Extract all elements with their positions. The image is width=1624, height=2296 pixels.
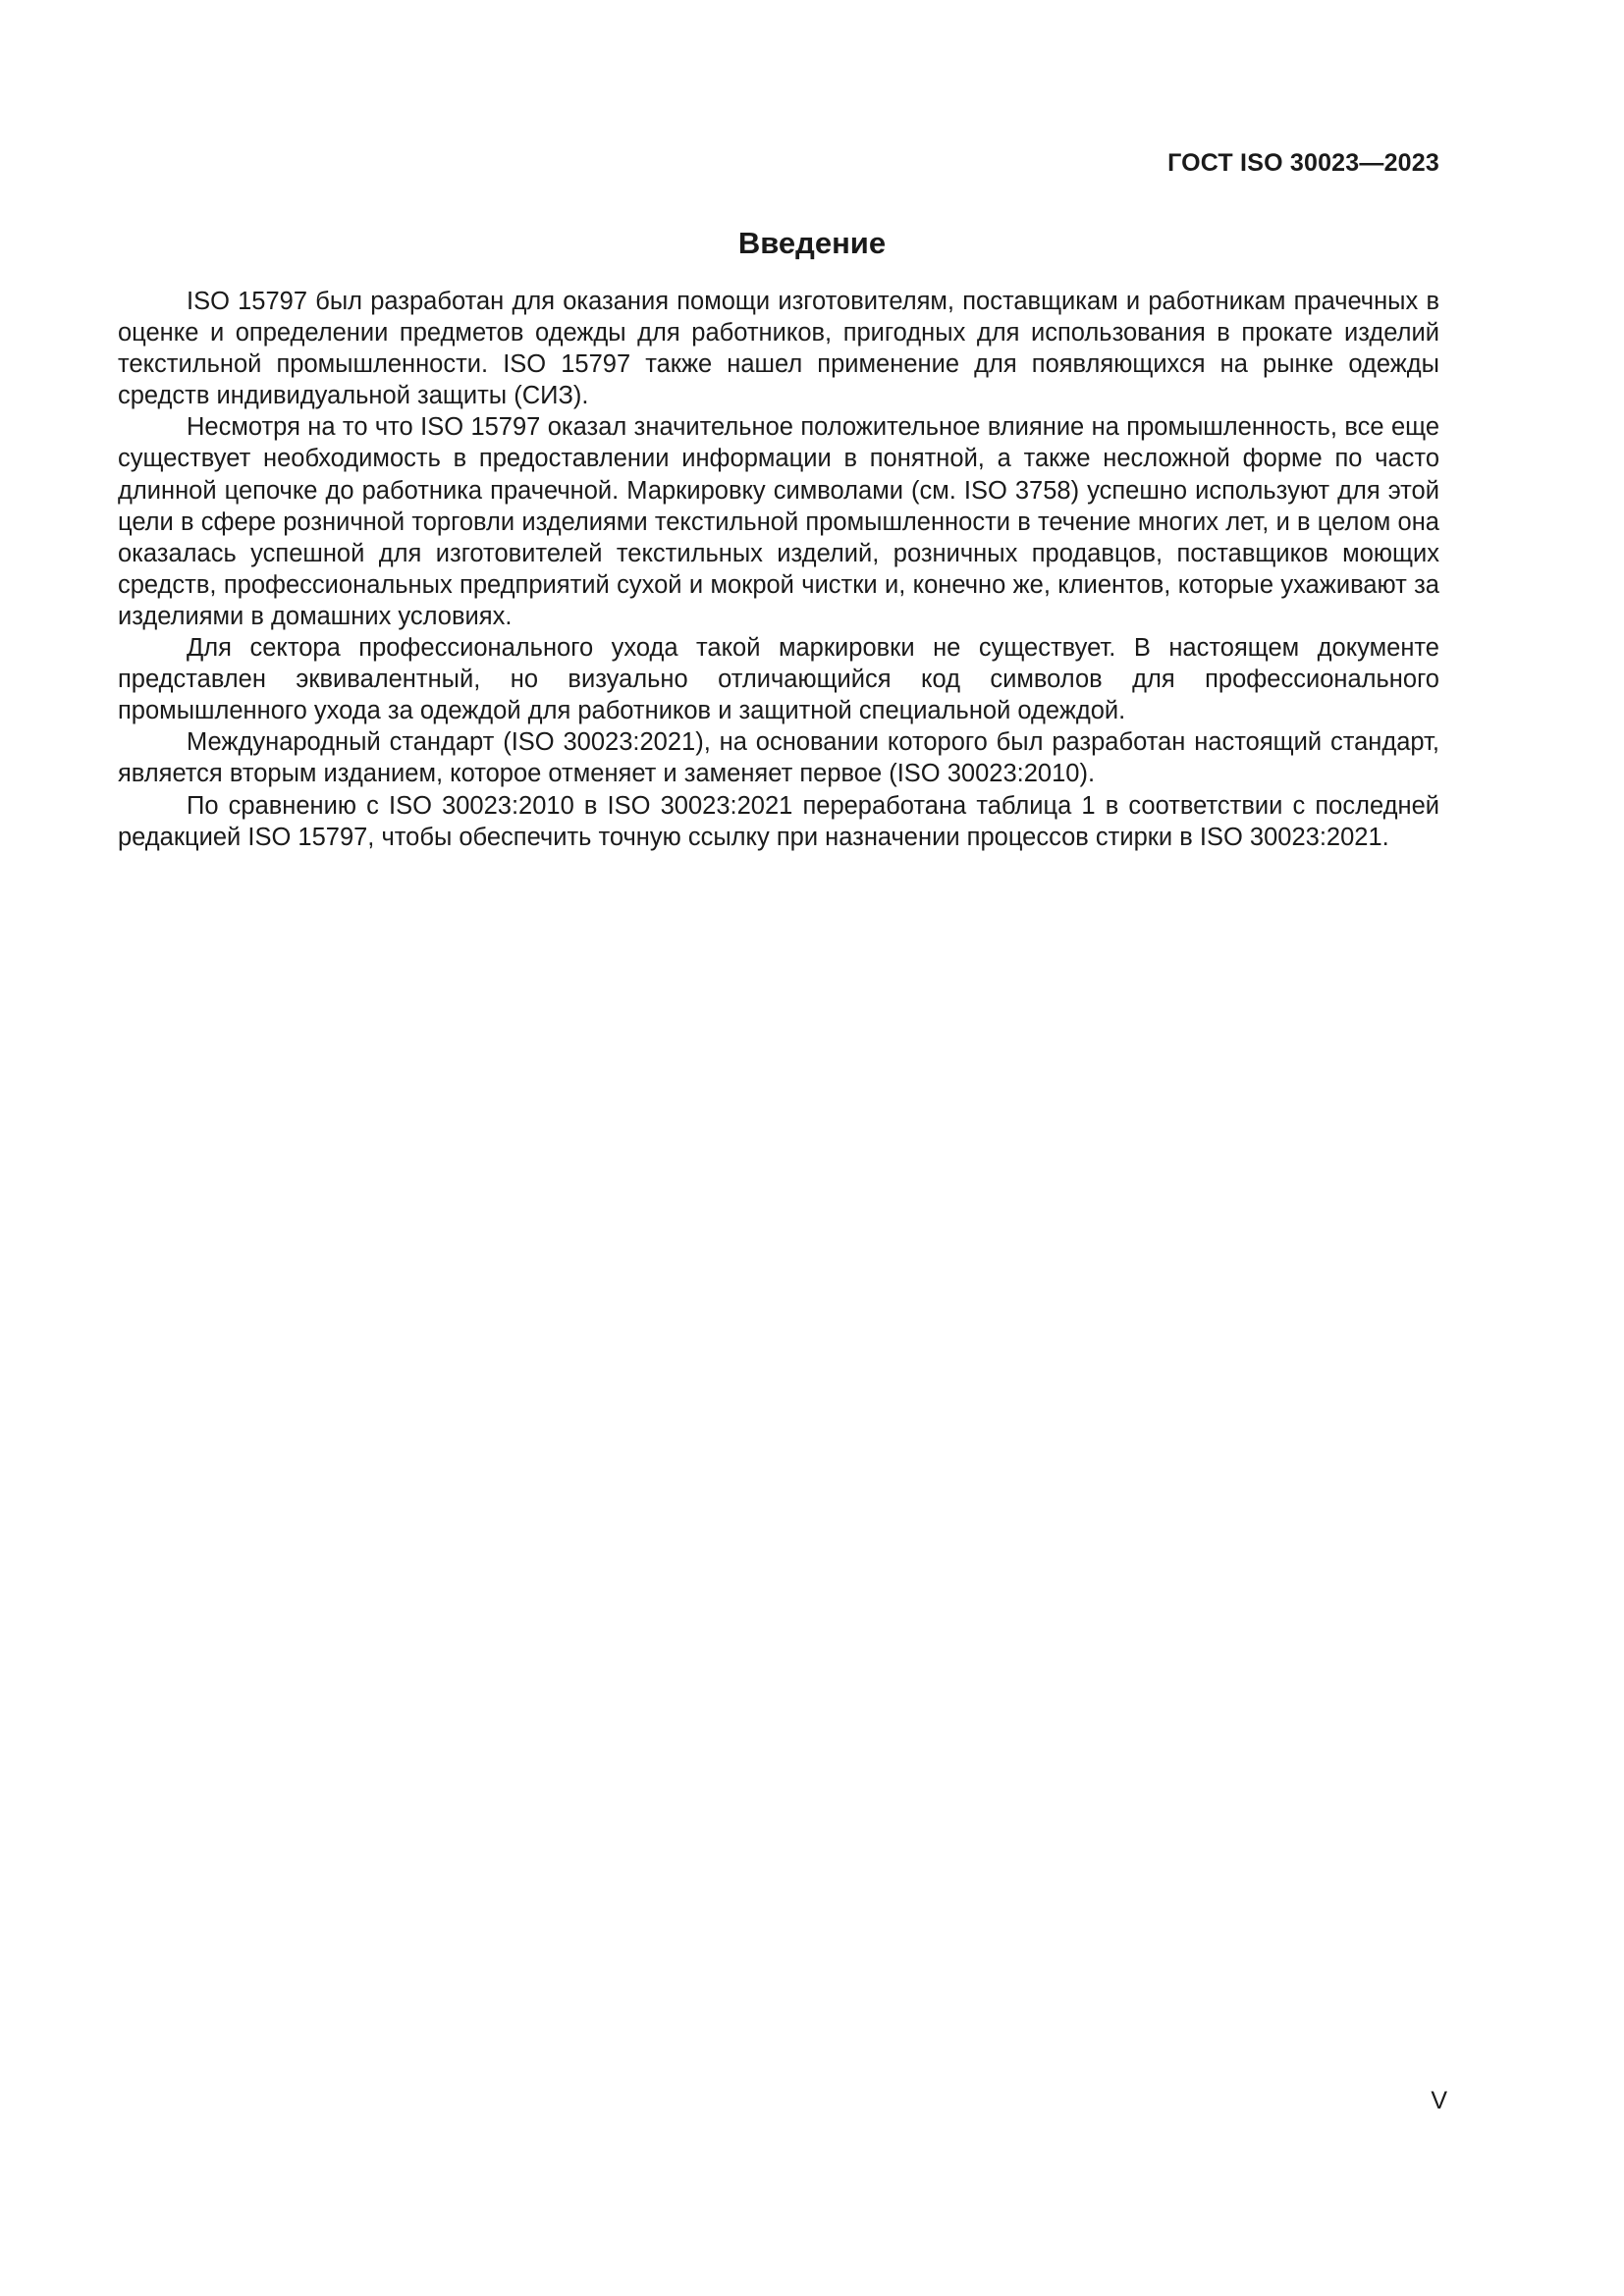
document-code-header: ГОСТ ISO 30023—2023	[1167, 149, 1439, 177]
page-number: V	[1431, 2087, 1447, 2114]
paragraph-5: По сравнению с ISO 30023:2010 в ISO 30023:2021 переработана таблица 1 в соответствии с последней редакцией ISO 15797, чтобы обеспечить точную ссылку при назначении процессов стирки в ISO 30023:2021.	[118, 791, 1439, 851]
paragraph-3: Для сектора профессионального ухода такой маркировки не существует. В настоящем документе представлен эквивалентный, но визуально отличающийся код символов для профессионального промышленного ухода за одеждой для работников и защитной специальной одеждой.	[118, 634, 1439, 725]
section-title: Введение	[737, 226, 887, 260]
paragraph-2: Несмотря на то что ISO 15797 оказал значительное положительное влияние на промышленность, все еще существует необходимость в предоставлении информации в понятной, а также несложной форме по часто длинной цепочке до работника прачечной. Маркировку символами (см. ISO 3758) успешно используют для этой цели в сфере розничной торговли изделиями текстильной промышленности в течение многих лет, и в целом она оказалась успешной для изготовителей текстильных изделий, розничных продавцов, поставщиков моющих средств, профессиональных предприятий сухой и мокрой чистки и, конечно же, клиентов, которые ухаживают за изделиями в домашних условиях.	[118, 413, 1439, 630]
introduction-body	[118, 286, 1439, 853]
paragraph-4: Международный стандарт (ISO 30023:2021), на основании которого был разработан настоящий стандарт, является вторым изданием, которое отменяет и заменяет первое (ISO 30023:2010).	[118, 728, 1439, 788]
paragraph-1: ISO 15797 был разработан для оказания помощи изготовителям, поставщикам и работникам прачечных в оценке и определении предметов одежды для работников, пригодных для использования в прокате изделий текстильной промышленности. ISO 15797 также нашел применение для появляющихся на рынке одежды средств индивидуальной защиты (СИЗ).	[118, 288, 1439, 410]
